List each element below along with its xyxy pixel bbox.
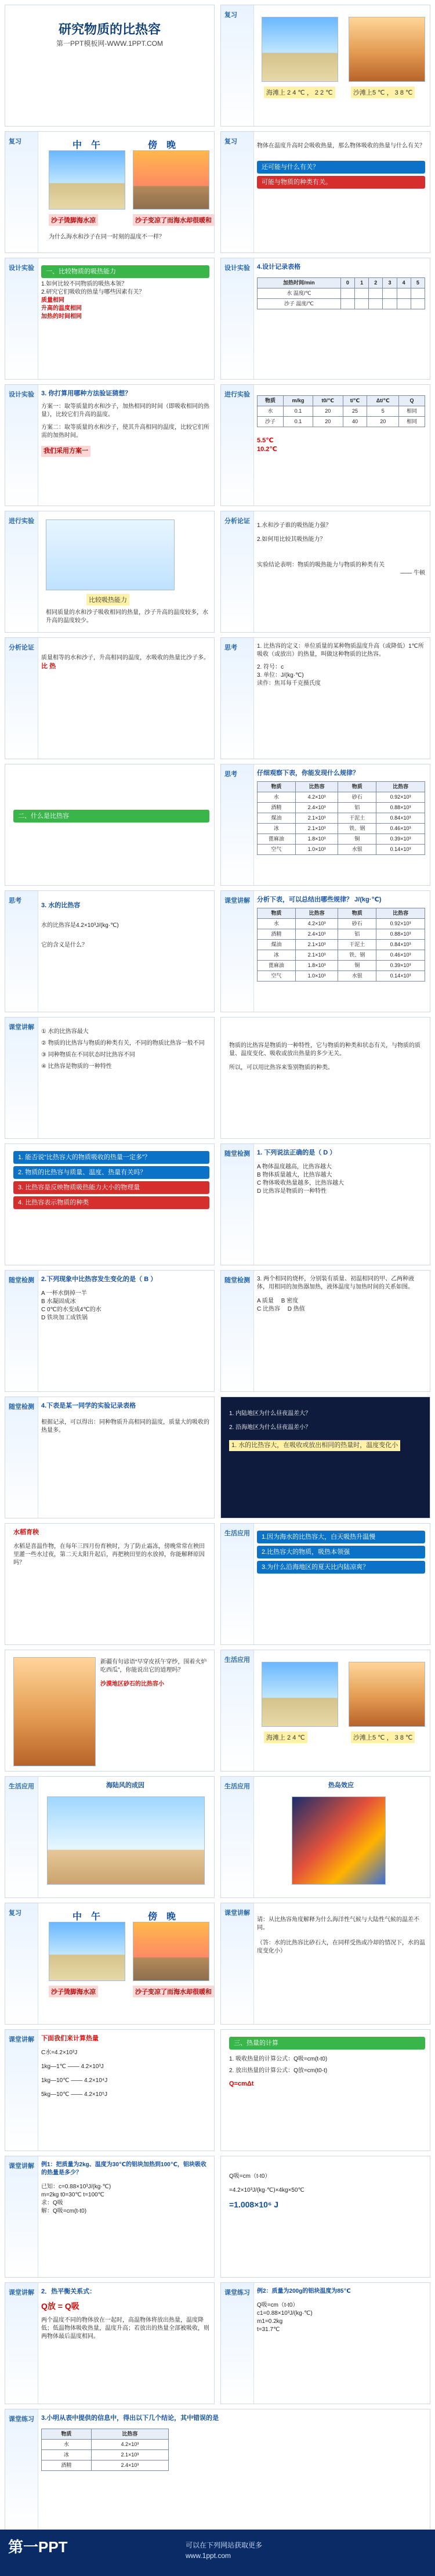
- header-cell: 3: [383, 278, 397, 288]
- text-2: 它的含义是什么？: [41, 942, 88, 948]
- header-cell: Q: [398, 396, 425, 406]
- slide-subtitle: 第一PPT模板网-WWW.1PPT.COM: [56, 39, 163, 48]
- line-4: 1kg—10℃ —— 4.2×10⁴J: [41, 2077, 108, 2084]
- slide-16: [220, 890, 430, 1012]
- slide-title: 4.设计记录表格: [257, 264, 301, 270]
- slide-tag: 课堂讲解: [9, 1024, 34, 1031]
- bar-4: 4. 比热容表示物质的种类: [13, 1196, 209, 1209]
- slide-title: 分析下表，可以总结出哪些规律？ J/(kg·℃): [257, 896, 382, 903]
- slide-39: [5, 2409, 430, 2531]
- slide-tag: 生活应用: [9, 1783, 34, 1790]
- line-1: Q吸=cm（t-t0）: [257, 2302, 299, 2308]
- slide-title: 4.下表是某一同学的实验记录表格: [41, 1402, 136, 1409]
- slide-tag: 课堂讲解: [224, 1910, 250, 1917]
- slide-title: 研究物质的比热容: [58, 22, 161, 37]
- item-1: 1. 内陆地区为什么昼夜温差大？: [229, 1410, 311, 1417]
- question: 1.水和沙子谁的吸热能力强？: [257, 522, 332, 529]
- slide-28: [220, 1650, 430, 1772]
- evening-image: [133, 1922, 209, 1981]
- point-3: Q=cmΔt: [229, 2080, 254, 2087]
- text: 质量相等的水和沙子，升高相同的温度，水吸收的热量比沙子多。: [41, 655, 209, 661]
- cell: 20: [367, 417, 399, 427]
- footer-line-2[interactable]: www.1ppt.com: [186, 2552, 231, 2560]
- brand-logo: 第一PPT: [8, 2538, 68, 2556]
- paragraph: 物质的比热容是物质的一种特性，它与物质的种类和状态有关，与物质的质量、温度变化、吸收或放出热量的多少无关。: [229, 1042, 420, 1057]
- slide-tag: 课堂讲解: [9, 2289, 34, 2296]
- item-2: 2. 符号：c: [257, 664, 284, 670]
- section-bar: 一、比较物质的吸热能力: [41, 265, 209, 278]
- point-3: 质量相同: [41, 297, 64, 304]
- header-cell: 物质: [258, 782, 296, 792]
- answer: 2.如何用比较其吸热能力？: [257, 536, 326, 543]
- slide-33: [5, 2029, 215, 2151]
- paragraph: 物体在温度升高时会吸收热量，那么物体吸收的热量与什么有关？: [257, 143, 425, 149]
- slide-27: [5, 1650, 215, 1772]
- desert-image: [349, 1662, 425, 1727]
- slide-tag: 课堂讲解: [9, 2036, 34, 2043]
- option-a: A 质量: [257, 1298, 274, 1304]
- answer: 沙漠地区砂石的比热容小: [100, 1681, 164, 1687]
- bar-2: 2.比热容大的物质，吸热本领强: [257, 1546, 425, 1558]
- slide-tag: 复习: [224, 138, 237, 145]
- text: 相同质量的水和沙子吸收相同的热量，沙子升高的温度较多，水升高的温度较少。: [46, 609, 208, 624]
- slide-tag: 思考: [224, 771, 237, 778]
- slide-tag: 生活应用: [224, 1783, 250, 1790]
- line-2: C水=4.2×10³J: [41, 2050, 78, 2056]
- line-2: =4.2×10³J/(kg·℃)×4kg×50℃: [229, 2187, 304, 2193]
- slide-4: [220, 131, 430, 253]
- point-1: 1.如何比较不同物质的吸热本领？: [41, 281, 128, 287]
- slide-tag: 分析论证: [9, 644, 34, 651]
- line-4: t=31.7℃: [257, 2326, 280, 2333]
- highlight: 1. 水的比热容大，在吸收或放出相同的热量时，温度变化小: [229, 1440, 400, 1451]
- slide-tag: 思考: [9, 897, 21, 904]
- desert-label: 沙滩上5 ℃ ， 3 8 ℃: [351, 1731, 415, 1743]
- slide-title: 例2：质量为200g的铝块温度为85℃: [257, 2288, 351, 2294]
- option-c: C 物体吸收热量越多，比热容越大: [257, 1180, 344, 1186]
- slide-8: [220, 384, 430, 506]
- slide-rail: [221, 5, 254, 126]
- method-2: 方案二：取等质量的水和沙子，使其升高相同的温度，比较它们所需的加热时间。: [41, 424, 209, 439]
- slide-tag: 课堂讲解: [9, 2163, 34, 2170]
- slide-tag: 复习: [9, 1910, 21, 1917]
- slide-tag: 复习: [224, 12, 237, 19]
- highlight-1: 5.5℃: [257, 437, 274, 444]
- evening-caption: 沙子变凉了而海水却很暖和: [133, 214, 214, 226]
- slide-9: [5, 511, 215, 633]
- author: —— 牛顿: [400, 570, 425, 576]
- header-cell: 2: [369, 278, 383, 288]
- text: 根据记录，可以得出：同种物质升高相同的温度，质量大的吸收的热量多。: [41, 1419, 209, 1434]
- slide-title: 1. 下列说法正确的是（ D ）: [257, 1149, 336, 1156]
- slide-tag: 随堂检测: [9, 1277, 34, 1284]
- item-2: 2. 沿海地区为什么昼夜温差小？: [229, 1424, 311, 1431]
- line-1: Q吸=cm（t-t0）: [229, 2173, 271, 2180]
- slide-7: [5, 384, 215, 506]
- note: 实验结论表明：物质的吸热能力与物质的种类有关: [257, 562, 385, 568]
- experiment-table: [257, 395, 425, 427]
- blank-2: 热: [49, 663, 56, 670]
- noon-image: [49, 1922, 125, 1981]
- cell: 0.1: [284, 406, 313, 417]
- slide-13: [5, 764, 215, 886]
- header-cell: 比热容: [295, 782, 338, 792]
- noon-caption: 沙子烫脚海水凉: [49, 1986, 98, 1997]
- header-cell: 5: [411, 278, 425, 288]
- header-cell: m/kg: [284, 396, 313, 406]
- header-cell: 0: [340, 278, 354, 288]
- slide-tag: 复习: [9, 138, 21, 145]
- slide-tag: 课堂讲解: [224, 897, 250, 904]
- sub: （答：水的比热容比砂石大，在同样受热或冷却的情况下，水的温度变化小）: [257, 1940, 425, 1954]
- point-1: 1. 吸收热量的计算公式：Q吸=cm(t-t0): [229, 2056, 328, 2062]
- slide-14: [220, 764, 430, 886]
- slide-31: [5, 1903, 215, 2025]
- point-4: ④ 比热容是物质的一种特性: [41, 1063, 112, 1070]
- line-4: 解：Q吸=cm(t-t0): [41, 2208, 87, 2214]
- cell: 相同: [398, 406, 425, 417]
- slide-title: 例1：把质量为2kg、温度为30℃的铝块加热到100℃，铝块吸收的热量是多少？: [41, 2162, 206, 2176]
- footer: [0, 2530, 435, 2576]
- slide-18: [220, 1017, 430, 1139]
- heat-island-image: [292, 1796, 386, 1885]
- evening-image: [133, 150, 209, 210]
- line-3: m1=0.2kg: [257, 2318, 283, 2325]
- formula: Q放 = Q吸: [41, 2301, 79, 2311]
- bar-2: 2. 物质的比热容与质量、温度、热量有关吗？: [13, 1166, 209, 1179]
- bar-3: 3.为什么沿海地区的夏天比内陆凉爽？: [257, 1561, 425, 1574]
- cell: 25: [343, 406, 367, 417]
- slide-title: 3. 水的比热容: [41, 902, 81, 909]
- item-3: 3. 单位：J/(kg·℃): [257, 672, 304, 679]
- header-cell: t0/℃: [313, 396, 343, 406]
- point-5: 加热的时间相同: [41, 313, 82, 320]
- noon-caption: 沙子烫脚海水凉: [49, 214, 98, 226]
- slide-30: [220, 1776, 430, 1898]
- point-3: ③ 同种物质在不同状态时比热容不同: [41, 1052, 135, 1058]
- slide-17: [5, 1017, 215, 1139]
- option-d: D 比热容是物质的一种特性: [257, 1188, 327, 1195]
- header-cell: 1: [354, 278, 368, 288]
- noon-image: [49, 150, 125, 210]
- noon-label: 中 午: [72, 140, 100, 150]
- bar-answer: 可能与物质的种类有关。: [257, 176, 425, 189]
- slide-25: [5, 1523, 215, 1645]
- method-1: 方案一：取等质量的水和沙子，加热相同的时间（即吸收相同的热量），比较它们升高的温度。: [41, 403, 209, 418]
- question: 为什么海水和沙子在同一时刻的温度不一样？: [49, 234, 165, 240]
- line-3: 求：Q吸: [41, 2200, 63, 2206]
- cell: 水: [258, 406, 284, 417]
- option-c: C 比热容: [257, 1306, 280, 1312]
- slide-tag: 课堂练习: [224, 2289, 250, 2296]
- slide-title: 3.小明从表中提供的信息中，得出以下几个结论，其中错误的是: [41, 2415, 219, 2422]
- beach-label: 海滩上 2 4 ℃ ， 2 2 ℃: [264, 86, 335, 98]
- evening-label: 傍 晚: [147, 1912, 176, 1922]
- apparatus-image: [46, 519, 175, 590]
- beach-label: 海滩上 2 4 ℃: [264, 1731, 307, 1743]
- desert-photo: [13, 1657, 96, 1766]
- specific-heat-table: 物质 比热容 物质 比热容 水 4.2×10³ 砂石 0.92×10³ 酒精 2.4×10³ 铝 0.88×10³ 煤油 2.1×10³ 干泥土 0.84×10³ 冰 2.1×10³ 铁、钢 0.46×10³ 蓖麻油 1.8×10³ 铜 0.39×10³ 空气 1.0×10³ 水银 0.14×10³: [257, 908, 425, 982]
- slide-tag: 设计实验: [224, 265, 250, 272]
- section-bar: 三、热量的计算: [229, 2037, 425, 2050]
- practice-table: 物质 比热容 水 4.2×10³ 冰 2.1×10³ 酒精 2.4×10³: [41, 2429, 169, 2471]
- line-2: m=2kg t0=30℃ t=100℃: [41, 2192, 104, 2198]
- desert-image: [349, 17, 425, 82]
- slide-6: [220, 258, 430, 380]
- slide-37: [5, 2282, 215, 2404]
- header-cell: 加热时间/min: [258, 278, 341, 288]
- section-bar: 二、什么是比热容: [13, 810, 209, 822]
- item-4: 读作：焦耳每千克摄氏度: [257, 680, 321, 687]
- slide-12: [220, 637, 430, 759]
- slide-20: [220, 1143, 430, 1265]
- line-1: 已知：c=0.88×10³J/(kg·℃): [41, 2184, 111, 2190]
- noon-label: 中 午: [72, 1912, 100, 1922]
- option-a: A 物体温度越高，比热容越大: [257, 1164, 332, 1170]
- slide-tag: 随堂检测: [224, 1150, 250, 1157]
- highlight-2: 10.2℃: [257, 446, 277, 453]
- slide-tag: 设计实验: [9, 391, 34, 398]
- slide-tag: 课堂练习: [9, 2416, 34, 2423]
- slide-26: [220, 1523, 430, 1645]
- cell: 20: [313, 417, 343, 427]
- option-b: B 水凝固成冰: [41, 1298, 76, 1305]
- header-cell: 物质: [338, 782, 376, 792]
- bar-1: 1. 能否说“比热容大的物质吸收的热量一定多”？: [13, 1151, 209, 1164]
- option-b: B 物体质量越大，比热容越大: [257, 1172, 332, 1178]
- header-cell: 物质: [258, 396, 284, 406]
- slide-21: [5, 1270, 215, 1392]
- slide-38: [220, 2282, 430, 2404]
- slide-36: [220, 2156, 430, 2278]
- cell: 40: [343, 417, 367, 427]
- slide-24: [220, 1397, 430, 1518]
- item-1: 1. 比热容的定义：单位质量的某种物质温度升高（或降低）1℃所吸收（或放出）的热量，叫做这种物质的比热容。: [257, 643, 424, 658]
- cell: 相同: [398, 417, 425, 427]
- point-1: ① 水的比热容最大: [41, 1029, 89, 1035]
- row-label: 沙子 温度/℃: [258, 299, 341, 309]
- cell: 0.1: [284, 417, 313, 427]
- option-a: A 一杯水倒掉一半: [41, 1290, 87, 1297]
- slide-29: [5, 1776, 215, 1898]
- blank-1: 比: [41, 663, 48, 670]
- line-3: 1kg—1℃ —— 4.2×10³J: [41, 2063, 104, 2070]
- slide-11: [5, 637, 215, 759]
- line-1: 下面我们来计算热量: [41, 2035, 99, 2042]
- slide-tag: 分析论证: [224, 518, 250, 525]
- text: 3. 两个相同的烧杯，分别装有质量、初温相同的甲、乙两种液体，用相同的加热器加热，液体温度与加热时间的关系如图。: [257, 1276, 415, 1290]
- text-1: 水的比热容是4.2×10³J/(kg·℃): [41, 922, 119, 929]
- slide-15: [5, 890, 215, 1012]
- sub: 所以，可以用比热容来鉴别物质的种类。: [229, 1065, 334, 1071]
- record-table: [257, 277, 425, 309]
- slide-1: [5, 5, 215, 127]
- slide-title: 2.下列现象中比热容发生变化的是（ B ）: [41, 1276, 157, 1283]
- speech-bubble: 我们采用方案一: [41, 446, 90, 457]
- slide-35: [5, 2156, 215, 2278]
- slide-tag: 思考: [224, 644, 237, 651]
- slide-32: [220, 1903, 430, 2025]
- cell: 沙子: [258, 417, 284, 427]
- point-2: 2.研究它们吸收的热量与哪些因素有关？: [41, 289, 145, 295]
- slide-title: 热岛效应: [328, 1782, 354, 1789]
- option-c: C 0℃的水变成4℃的水: [41, 1307, 102, 1313]
- beach-image: [262, 17, 338, 82]
- slide-tag: 随堂检测: [224, 1277, 250, 1284]
- point-2: 2. 放出热量的计算公式：Q放=cm(t0-t): [229, 2068, 328, 2074]
- text: 水稻是喜温作物，在每年三四月份育秧时，为了防止霜冻，傍晚常常在秧田里灌一些水过夜，第二天太阳升起后，再把秧田里的水放掉，你能解释原因吗？: [13, 1543, 205, 1566]
- slide-tag: 进行实验: [224, 391, 250, 398]
- footer-links: [186, 2540, 262, 2561]
- slide-19: [5, 1143, 215, 1265]
- slide-title: 海陆风的成因: [106, 1782, 144, 1789]
- option-b: B 密度: [281, 1298, 299, 1304]
- bar-question: 还可能与什么有关？: [257, 161, 425, 174]
- slide-2: [220, 5, 430, 127]
- line-2: c1=0.88×10³J/(kg·℃): [257, 2310, 313, 2317]
- slide-tag: 生活应用: [224, 1657, 250, 1664]
- sea-breeze-diagram: [47, 1796, 205, 1885]
- slide-3: [5, 131, 215, 253]
- point-4: 升高的温度相同: [41, 305, 82, 312]
- slide-tag: 进行实验: [9, 518, 34, 525]
- slide-title: 仔细观察下表，你能发现什么规律？: [257, 770, 359, 777]
- slide-tag: 生活应用: [224, 1530, 250, 1537]
- slide-23: [5, 1397, 215, 1518]
- option-d: D 铁块加工成铁锅: [41, 1315, 88, 1321]
- slide-34: [220, 2029, 430, 2151]
- line-3: =1.008×10⁶ J: [229, 2200, 279, 2209]
- cell: 20: [313, 406, 343, 417]
- bar-3: 3. 比热容是反映物质吸热能力大小的物理量: [13, 1181, 209, 1194]
- header-cell: 4: [397, 278, 411, 288]
- heat-table: 物质 比热容 物质 比热容 水 4.2×10³ 砂石 0.92×10³ 酒精 2.4×10³ 铝 0.88×10³ 煤油 2.1×10³ 干泥土 0.84×10³ 冰 2.1×10³ 铁、钢 0.46×10³ 蓖麻油 1.8×10³ 铜 0.39×10³ 空气 1.0×10³ 水银 0.14×10³: [257, 781, 425, 855]
- slide-title: 3. 你打算用哪种方法验证猜想？: [41, 390, 132, 397]
- text: 两个温度不同的物体放在一起时，高温物体将放出热量，温度降低；低温物体吸收热量，温度升高；若放出的热量全部被吸收，则两物体最后温度相同。: [41, 2317, 209, 2340]
- caption: 比较吸热能力: [86, 594, 129, 605]
- option-d: D 热值: [287, 1306, 305, 1312]
- slide-tag: 随堂检测: [9, 1404, 34, 1410]
- evening-caption: 沙子变凉了而海水却很暖和: [133, 1986, 214, 1997]
- slide-5: [5, 258, 215, 380]
- slide-title: 水稻育秧: [13, 1529, 39, 1536]
- slide-10: [220, 511, 430, 633]
- bar-1: 1.因为海水的比热容大，白天吸热升温慢: [257, 1531, 425, 1543]
- footer-line-1: 可以在下列网站获取更多: [186, 2541, 263, 2549]
- slide-tag: 设计实验: [9, 265, 34, 272]
- slide-title: 2．热平衡关系式：: [41, 2288, 96, 2295]
- beach-image: [262, 1662, 338, 1727]
- row-label: 水 温度/℃: [258, 288, 341, 299]
- header-cell: Δt/℃: [367, 396, 399, 406]
- evening-label: 傍 晚: [147, 140, 176, 150]
- paragraph: 请：从比热容角度解释为什么海洋性气候与大陆性气候的温差不同。: [257, 1917, 419, 1931]
- text: 新疆有句谚语“早穿皮袄午穿纱，围着火炉吃西瓜”，你能说出它的道理吗？: [100, 1659, 207, 1673]
- line-5: 5kg—10℃ —— 4.2×10⁵J: [41, 2091, 108, 2098]
- header-cell: 比热容: [376, 782, 425, 792]
- desert-label: 沙滩上5 ℃ ， 3 8 ℃: [351, 86, 415, 98]
- point-2: ② 物质的比热容与物质的种类有关，不同的物质比热容一般不同: [41, 1040, 205, 1047]
- slide-22: [220, 1270, 430, 1392]
- header-cell: t/℃: [343, 396, 367, 406]
- cell: 5: [367, 406, 399, 417]
